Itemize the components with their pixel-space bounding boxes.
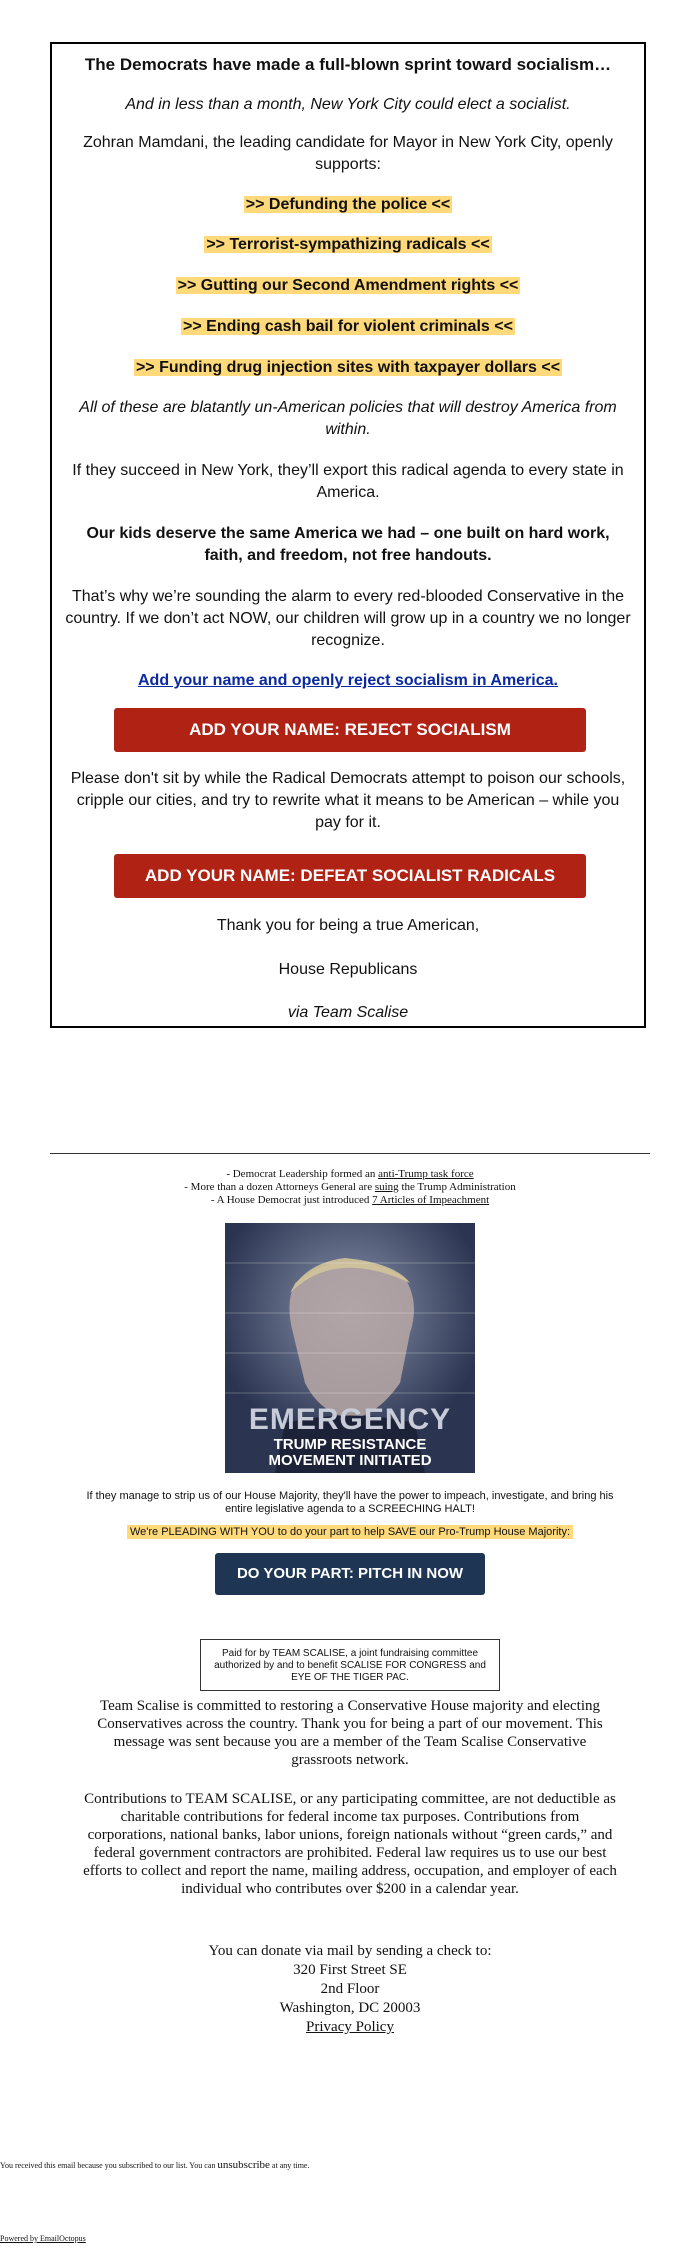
defeat-radicals-button[interactable]: ADD YOUR NAME: DEFEAT SOCIALIST RADICALS (114, 854, 586, 898)
support-item-2: >> Terrorist-sympathizing radicals << (206, 236, 490, 253)
warning-text: If they manage to strip us of our House Majority, they'll have the power to impeach, investigate, and bring his entire legislative agenda to a SCREECHING HALT! (86, 1490, 614, 1515)
task-force-link[interactable]: anti-Trump task force (378, 1168, 474, 1180)
support-item-3: >> Gutting our Second Amendment rights << (177, 277, 519, 294)
plead-row (0, 1526, 700, 1539)
impeachment-link[interactable]: 7 Articles of Impeachment (372, 1194, 490, 1206)
bullet-3-text: - A House Democrat just introduced (210, 1194, 373, 1206)
intro-text: Zohran Mamdani, the leading candidate for Mayor in New York City, openly supports: (83, 134, 613, 173)
unsubscribe-row (0, 2159, 309, 2171)
privacy-row (0, 2018, 700, 2037)
paid-for-box: Paid for by TEAM SCALISE, a joint fundraising committee authorized by and to benefit SCALISE FOR CONGRESS and EYE OF THE TIGER PAC. (200, 1639, 500, 1691)
emergency-banner-image (225, 1223, 475, 1473)
unsubscribe-prefix: You received this email because you subscribed to our list. You can (0, 2161, 218, 2170)
support-item-5: >> Funding drug injection sites with taxpayer dollars << (135, 359, 561, 376)
italic-note: All of these are blatantly un-American policies that will destroy America from within. (79, 399, 617, 438)
thanks-text: Thank you for being a true American, (216, 917, 480, 934)
via-line: via Team Scalise (287, 1004, 409, 1021)
subhead: And in less than a month, New York City could elect a socialist. (125, 96, 571, 113)
suing-link[interactable]: suing (374, 1181, 399, 1193)
powered-by-link[interactable]: Powered by EmailOctopus (0, 2234, 86, 2243)
export-text: If they succeed in New York, they’ll export this radical agenda to every state in America. (72, 462, 624, 501)
reject-link-row (52, 670, 644, 692)
bullet-2 (0, 1181, 700, 1194)
plead-text: We're PLEADING WITH YOU to do your part to help SAVE our Pro-Trump House Majority: (127, 1525, 573, 1539)
mission-text: Team Scalise is committed to restoring a Conservative House majority and electing Conservatives across the country. Thank you for being a part of our movement. This message was sent because you are a member of the Team Scalise Conservative grassroots network. (97, 1698, 603, 1768)
contributions-text: Contributions to TEAM SCALISE, or any participating committee, are not deductible as charitable contributions for federal income tax purposes. Contributions from corporations, national banks, labor unions, foreign nationals without “green cards,” and federal government contractors are prohibited. Federal law requires us to use our best efforts to collect and report the name, mailing address, occupation, and employer of each individual who contributes over $200 in a calendar year. (83, 1791, 617, 1897)
pitch-in-button[interactable]: DO YOUR PART: PITCH IN NOW (215, 1553, 485, 1595)
plea-text: Please don't sit by while the Radical Democrats attempt to poison our schools, cripple our cities, and try to rewrite what it means to be American – while you pay for it. (70, 770, 626, 831)
address-line-2: 2nd Floor (320, 1981, 380, 1997)
kids-text: Our kids deserve the same America we had – one built on hard work, faith, and freedom, not free handouts. (86, 525, 610, 564)
privacy-policy-link[interactable]: Privacy Policy (306, 2019, 394, 2035)
image-line-1: TRUMP RESISTANCE (273, 1436, 427, 1453)
reject-socialism-link[interactable]: Add your name and openly reject socialism in America. (138, 672, 558, 689)
bullet-2-suffix: the Trump Administration (398, 1181, 516, 1193)
address-line-3: Washington, DC 20003 (279, 2000, 421, 2016)
support-item-1: >> Defunding the police << (245, 196, 451, 213)
bullet-2-text: - More than a dozen Attorneys General are (184, 1181, 375, 1193)
support-item-4: >> Ending cash bail for violent criminals << (183, 318, 513, 335)
unsubscribe-suffix: at any time. (269, 2161, 310, 2170)
headline: The Democrats have made a full-blown sprint toward socialism… (84, 55, 612, 74)
appeal-card (50, 42, 646, 1028)
address-line-1: 320 First Street SE (293, 1962, 407, 1978)
section-divider (50, 1153, 650, 1154)
signature: House Republicans (278, 961, 418, 978)
image-line-2: MOVEMENT INITIATED (268, 1452, 432, 1469)
bullet-3 (0, 1194, 700, 1207)
unsubscribe-link[interactable]: unsubscribe (217, 2159, 270, 2171)
alarm-text: That’s why we’re sounding the alarm to every red-blooded Conservative in the country. If we don’t act NOW, our children will grow up in a country we no longer recognize. (65, 588, 631, 649)
reject-socialism-button[interactable]: ADD YOUR NAME: REJECT SOCIALISM (114, 708, 586, 752)
bullet-1-text: - Democrat Leadership formed an (226, 1168, 379, 1180)
mail-intro: You can donate via mail by sending a check to: (208, 1943, 492, 1959)
bullet-1 (0, 1168, 700, 1181)
emergency-title: EMERGENCY (248, 1403, 452, 1436)
powered-row (0, 2234, 86, 2243)
